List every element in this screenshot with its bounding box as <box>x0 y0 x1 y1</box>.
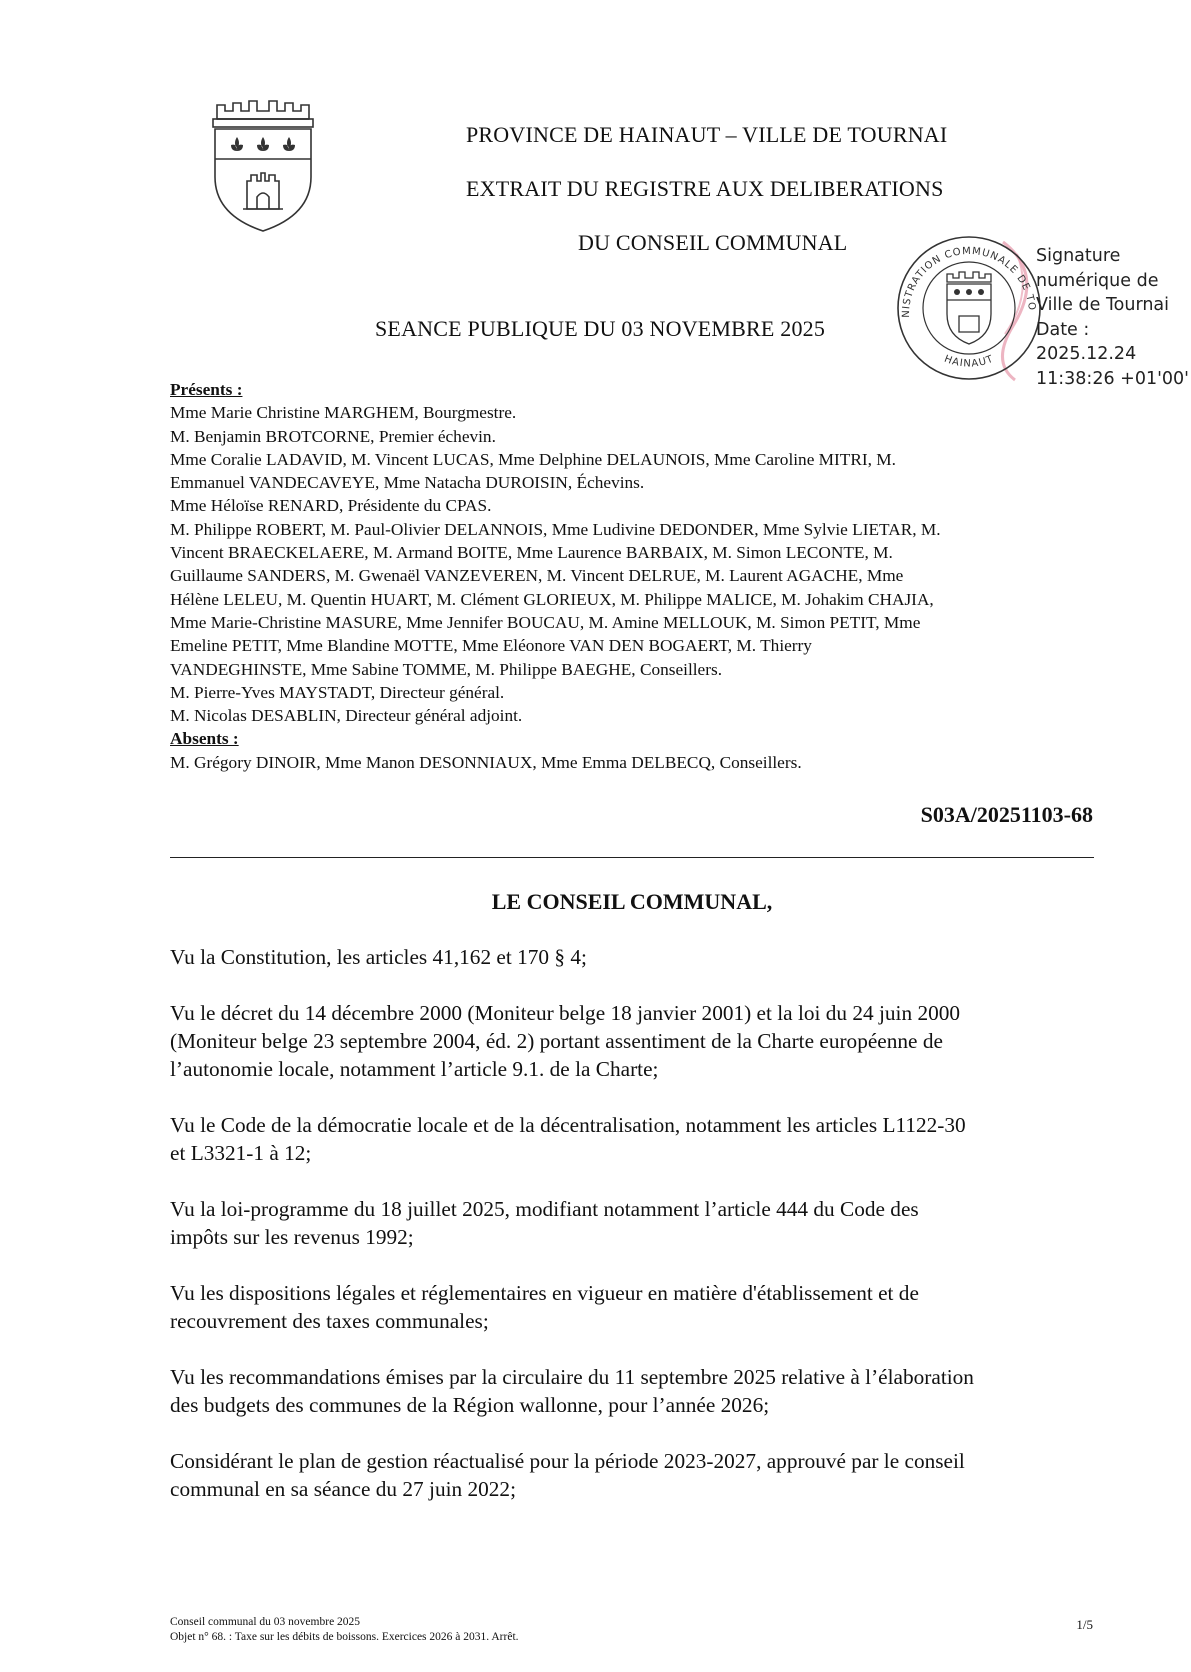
paragraph-line: et L3321-1 à 12; <box>170 1141 312 1165</box>
seal-top-text: ADMINISTRATION COMMUNALE DE TOURNAI <box>890 226 1038 318</box>
paragraph-line: Considérant le plan de gestion réactualisé pour la période 2023-2027, approuvé par le conseil <box>170 1449 965 1473</box>
attendance-line: M. Pierre-Yves MAYSTADT, Directeur général. <box>170 682 505 702</box>
deliberation-body <box>170 943 1100 1531</box>
paragraph-line: (Moniteur belge 23 septembre 2004, éd. 2) portant assentiment de la Charte européenne de <box>170 1029 943 1053</box>
paragraph <box>170 999 1100 1083</box>
footer-info <box>170 1615 519 1645</box>
header-province: PROVINCE DE HAINAUT – VILLE DE TOURNAI <box>466 122 948 147</box>
council-heading: LE CONSEIL COMMUNAL, <box>491 889 773 914</box>
communal-seal <box>895 234 1043 382</box>
signature-line: numérique de <box>1036 270 1159 291</box>
paragraph <box>170 1279 1100 1335</box>
footer-meeting: Conseil communal du 03 novembre 2025 <box>170 1616 361 1628</box>
paragraph <box>170 1111 1100 1167</box>
attendance-section <box>170 378 1100 774</box>
seal-bottom-text: HAINAUT <box>942 353 996 370</box>
signature-line: Ville de Tournai <box>1036 295 1170 315</box>
paragraph-line: Vu les dispositions légales et réglementaires en vigueur en matière d'établissement et de <box>170 1281 919 1305</box>
paragraph-line: communal en sa séance du 27 juin 2022; <box>170 1477 516 1501</box>
footer-subject: Objet n° 68. : Taxe sur les débits de boissons. Exercices 2026 à 2031. Arrêt. <box>170 1631 519 1643</box>
paragraph <box>170 1447 1100 1503</box>
paragraph <box>170 1195 1100 1251</box>
present-heading: Présents : <box>170 380 243 399</box>
city-crest-logo <box>203 97 323 237</box>
page-number: 1/5 <box>1076 1617 1093 1632</box>
separator-rule <box>170 857 1094 858</box>
signature-line: Signature <box>1036 246 1121 266</box>
header-registry: EXTRAIT DU REGISTRE AUX DELIBERATIONS <box>466 176 944 201</box>
attendance-line: Vincent BRAECKELAERE, M. Armand BOITE, Mme Laurence BARBAIX, M. Simon LECONTE, M. <box>170 543 893 563</box>
paragraph-line: impôts sur les revenus 1992; <box>170 1225 414 1249</box>
absent-line: M. Grégory DINOIR, Mme Manon DESONNIAUX, Mme Emma DELBECQ, Conseillers. <box>170 752 802 772</box>
header-council: DU CONSEIL COMMUNAL <box>578 230 848 255</box>
paragraph-line: Vu la loi-programme du 18 juillet 2025, modifiant notamment l’article 444 du Code des <box>170 1197 919 1221</box>
attendance-line: Mme Marie Christine MARGHEM, Bourgmestre. <box>170 403 517 423</box>
signature-line: 2025.12.24 <box>1036 344 1137 364</box>
attendance-line: Mme Coralie LADAVID, M. Vincent LUCAS, Mme Delphine DELAUNOIS, Mme Caroline MITRI, M. <box>170 449 896 469</box>
paragraph <box>170 943 1100 971</box>
paragraph-line: des budgets des communes de la Région wallonne, pour l’année 2026; <box>170 1393 770 1417</box>
attendance-line: Mme Héloïse RENARD, Présidente du CPAS. <box>170 496 492 516</box>
paragraph <box>170 1363 1100 1419</box>
digital-signature-block <box>1036 244 1189 391</box>
paragraph-line: Vu le décret du 14 décembre 2000 (Moniteur belge 18 janvier 2001) et la loi du 24 juin 2000 <box>170 1001 961 1025</box>
paragraph-line: Vu les recommandations émises par la circulaire du 11 septembre 2025 relative à l’élaboration <box>170 1365 974 1389</box>
attendance-line: M. Nicolas DESABLIN, Directeur général adjoint. <box>170 706 523 726</box>
paragraph-line: Vu le Code de la démocratie locale et de la décentralisation, notamment les articles L1122-30 <box>170 1113 966 1137</box>
attendance-line: M. Benjamin BROTCORNE, Premier échevin. <box>170 426 496 446</box>
attendance-line: VANDEGHINSTE, Mme Sabine TOMME, M. Philippe BAEGHE, Conseillers. <box>170 659 723 679</box>
paragraph-line: l’autonomie locale, notamment l’article 9.1. de la Charte; <box>170 1057 659 1081</box>
attendance-line: Emeline PETIT, Mme Blandine MOTTE, Mme Eléonore VAN DEN BOGAERT, M. Thierry <box>170 636 812 656</box>
deliberation-reference: S03A/20251103-68 <box>920 802 1093 827</box>
attendance-line: Mme Marie-Christine MASURE, Mme Jennifer BOUCAU, M. Amine MELLOUK, M. Simon PETIT, Mme <box>170 612 921 632</box>
attendance-line: Guillaume SANDERS, M. Gwenaël VANZEVEREN, M. Vincent DELRUE, M. Laurent AGACHE, Mme <box>170 566 904 586</box>
attendance-line: M. Philippe ROBERT, M. Paul-Olivier DELANNOIS, Mme Ludivine DEDONDER, Mme Sylvie LIETAR, M. <box>170 519 941 539</box>
session-title: SEANCE PUBLIQUE DU 03 NOVEMBRE 2025 <box>375 316 826 341</box>
paragraph-line: recouvrement des taxes communales; <box>170 1309 489 1333</box>
signature-line: 11:38:26 +01'00' <box>1036 368 1189 389</box>
paragraph-line: Vu la Constitution, les articles 41,162 et 170 § 4; <box>170 945 587 969</box>
attendance-line: Emmanuel VANDECAVEYE, Mme Natacha DUROISIN, Échevins. <box>170 473 645 493</box>
signature-line: Date : <box>1036 319 1090 340</box>
absent-heading: Absents : <box>170 729 239 749</box>
attendance-line: Hélène LELEU, M. Quentin HUART, M. Clément GLORIEUX, M. Philippe MALICE, M. Johakim CHAJIA, <box>170 589 934 609</box>
